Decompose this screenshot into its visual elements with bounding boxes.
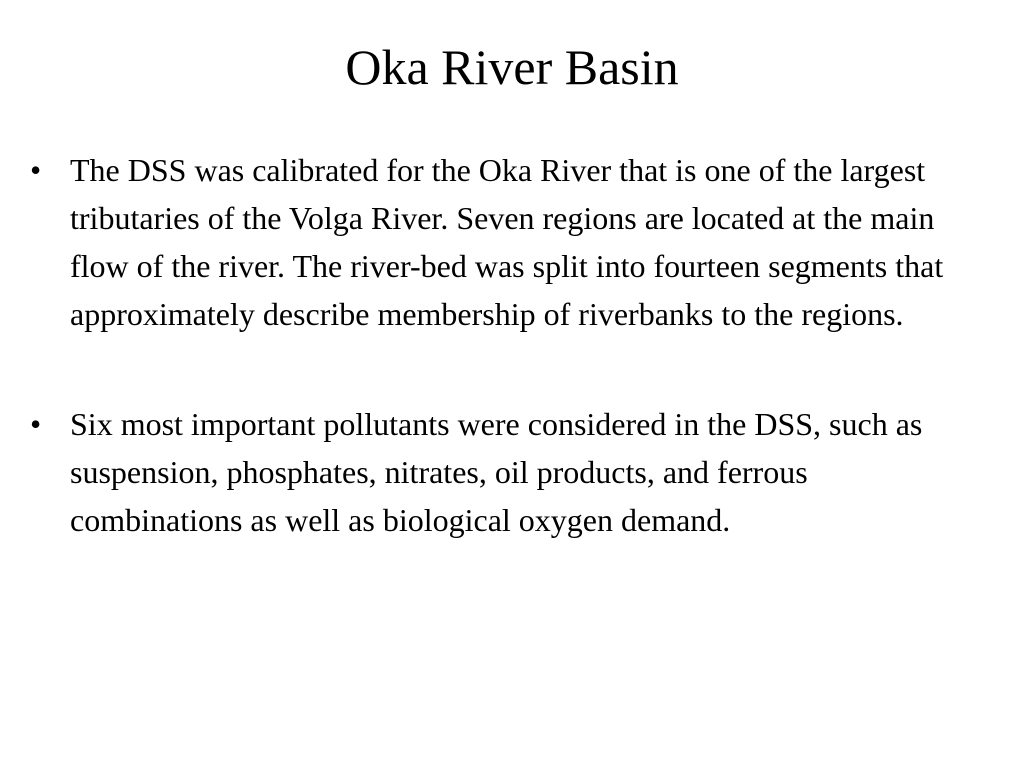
- bullet-text: Six most important pollutants were considered in the DSS, such as suspension, phosphates, nitrates, oil products, and ferrous combinations as well as biological oxygen demand.: [70, 406, 923, 538]
- bullet-icon: •: [30, 406, 42, 442]
- bullet-icon: •: [30, 152, 42, 188]
- bullet-item: [30, 400, 980, 544]
- bullet-list: [30, 146, 980, 544]
- bullet-item: [30, 146, 980, 338]
- bullet-text: The DSS was calibrated for the Oka River that is one of the largest tributaries of the Volga River. Seven regions are located at the main flow of the river. The river-bed was split into fourteen segments that approximately describe membership of riverbanks to the regions.: [70, 152, 944, 332]
- slide-title: Oka River Basin: [345, 39, 679, 95]
